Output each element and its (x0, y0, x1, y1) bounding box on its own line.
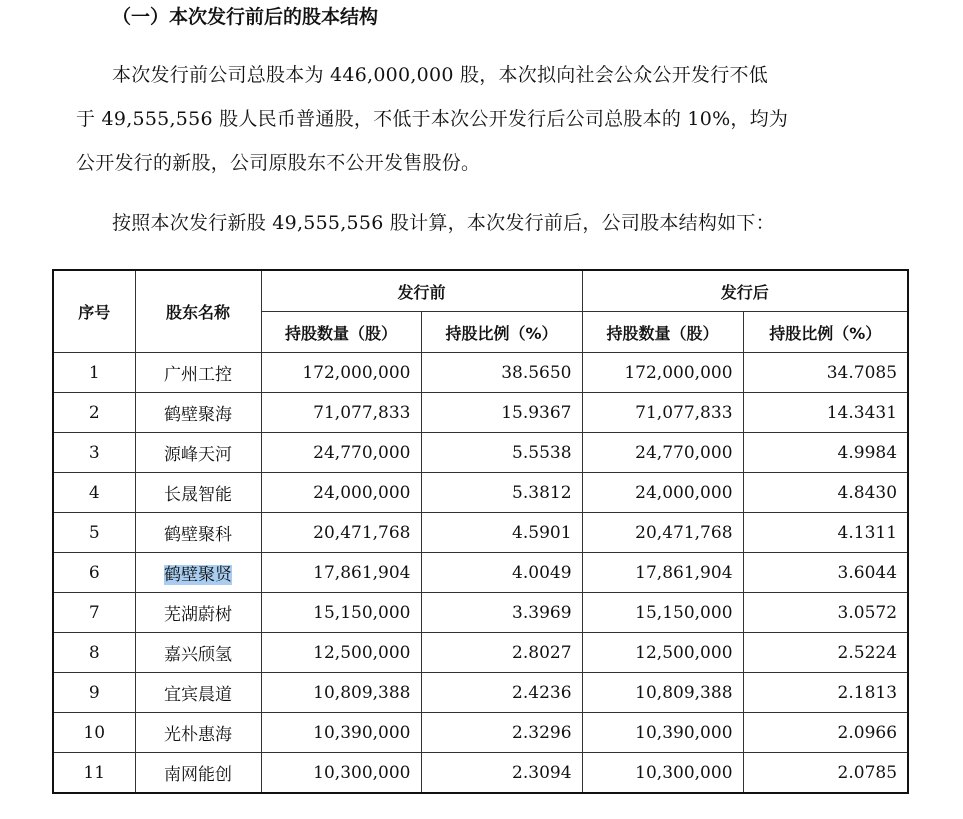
paragraph-line-3: 公开发行的新股，公司原股东不公开发售股份。 (76, 152, 481, 174)
cell-seq: 7 (53, 593, 135, 633)
cell-shares-before: 24,770,000 (261, 433, 421, 473)
header-before-issuance: 发行前 (261, 270, 582, 312)
cell-shares-after: 10,300,000 (582, 753, 743, 794)
cell-seq: 5 (53, 513, 135, 553)
cell-shareholder-name: 嘉兴颀氢 (135, 633, 261, 673)
header-row-top (53, 270, 908, 312)
cell-ratio-after: 2.0966 (743, 713, 908, 753)
cell-shareholder-name: 源峰天河 (135, 433, 261, 473)
section-heading: （一）本次发行前后的股本结构 (112, 6, 379, 28)
cell-shareholder-name: 鹤壁聚科 (135, 513, 261, 553)
cell-shares-after: 10,809,388 (582, 673, 743, 713)
cell-ratio-after: 4.8430 (743, 473, 908, 513)
cell-ratio-after: 34.7085 (743, 353, 908, 393)
cell-shares-before: 10,809,388 (261, 673, 421, 713)
cell-shares-before: 12,500,000 (261, 633, 421, 673)
cell-ratio-after: 3.0572 (743, 593, 908, 633)
cell-shares-before: 71,077,833 (261, 393, 421, 433)
table-row (53, 753, 908, 794)
table-row (53, 513, 908, 553)
cell-shares-after: 17,861,904 (582, 553, 743, 593)
header-shares-after: 持股数量（股） (582, 312, 743, 353)
cell-shares-before: 20,471,768 (261, 513, 421, 553)
table-row (53, 553, 908, 593)
cell-ratio-before: 38.5650 (421, 353, 582, 393)
cell-ratio-before: 2.4236 (421, 673, 582, 713)
table-row (53, 593, 908, 633)
table-row (53, 433, 908, 473)
cell-seq: 3 (53, 433, 135, 473)
header-shareholder-name: 股东名称 (135, 270, 261, 353)
cell-shares-before: 24,000,000 (261, 473, 421, 513)
cell-seq: 6 (53, 553, 135, 593)
cell-shares-after: 10,390,000 (582, 713, 743, 753)
cell-shares-after: 172,000,000 (582, 353, 743, 393)
cell-ratio-before: 2.3296 (421, 713, 582, 753)
paragraph-line-2: 于 49,555,556 股人民币普通股，不低于本次公开发行后公司总股本的 10%，均为 (76, 108, 789, 130)
cell-ratio-before: 15.9367 (421, 393, 582, 433)
cell-shares-after: 20,471,768 (582, 513, 743, 553)
header-ratio-after: 持股比例（%） (743, 312, 908, 353)
cell-shareholder-name (135, 553, 261, 593)
cell-ratio-after: 2.5224 (743, 633, 908, 673)
cell-ratio-after: 3.6044 (743, 553, 908, 593)
paragraph-line-1: 本次发行前公司总股本为 446,000,000 股，本次拟向社会公众公开发行不低 (112, 64, 768, 86)
cell-ratio-before: 2.8027 (421, 633, 582, 673)
cell-shares-after: 24,000,000 (582, 473, 743, 513)
table-row (53, 473, 908, 513)
cell-ratio-after: 14.3431 (743, 393, 908, 433)
cell-shares-before: 15,150,000 (261, 593, 421, 633)
table-row (53, 393, 908, 433)
cell-ratio-before: 3.3969 (421, 593, 582, 633)
table-intro-line: 按照本次发行新股 49,555,556 股计算，本次发行前后，公司股本结构如下： (112, 212, 775, 234)
cell-ratio-after: 2.1813 (743, 673, 908, 713)
cell-ratio-before: 2.3094 (421, 753, 582, 794)
header-shares-before: 持股数量（股） (261, 312, 421, 353)
table-row (53, 353, 908, 393)
cell-seq: 2 (53, 393, 135, 433)
cell-shares-after: 71,077,833 (582, 393, 743, 433)
cell-ratio-after: 2.0785 (743, 753, 908, 794)
cell-seq: 9 (53, 673, 135, 713)
cell-shareholder-name: 南网能创 (135, 753, 261, 794)
cell-shares-before: 10,300,000 (261, 753, 421, 794)
table-body (53, 353, 908, 794)
cell-shareholder-name: 宜宾晨道 (135, 673, 261, 713)
cell-seq: 1 (53, 353, 135, 393)
header-after-issuance: 发行后 (582, 270, 908, 312)
cell-shares-before: 17,861,904 (261, 553, 421, 593)
header-seq: 序号 (53, 270, 135, 353)
cell-ratio-after: 4.1311 (743, 513, 908, 553)
cell-seq: 8 (53, 633, 135, 673)
cell-shareholder-name: 鹤壁聚海 (135, 393, 261, 433)
cell-seq: 10 (53, 713, 135, 753)
cell-ratio-after: 4.9984 (743, 433, 908, 473)
cell-shareholder-name: 芜湖蔚树 (135, 593, 261, 633)
cell-shares-before: 10,390,000 (261, 713, 421, 753)
cell-shares-after: 15,150,000 (582, 593, 743, 633)
cell-shareholder-name: 光朴惠海 (135, 713, 261, 753)
cell-ratio-before: 5.3812 (421, 473, 582, 513)
table-row (53, 673, 908, 713)
cell-shareholder-name: 长晟智能 (135, 473, 261, 513)
cell-seq: 4 (53, 473, 135, 513)
cell-seq: 11 (53, 753, 135, 794)
cell-ratio-before: 4.0049 (421, 553, 582, 593)
cell-shares-after: 24,770,000 (582, 433, 743, 473)
cell-ratio-before: 5.5538 (421, 433, 582, 473)
selected-text-highlight[interactable]: 鹤壁聚贤 (164, 565, 232, 585)
table-row (53, 633, 908, 673)
cell-ratio-before: 4.5901 (421, 513, 582, 553)
header-ratio-before: 持股比例（%） (421, 312, 582, 353)
cell-shares-before: 172,000,000 (261, 353, 421, 393)
cell-shares-after: 12,500,000 (582, 633, 743, 673)
table-row (53, 713, 908, 753)
equity-structure-table (52, 269, 909, 794)
cell-shareholder-name: 广州工控 (135, 353, 261, 393)
